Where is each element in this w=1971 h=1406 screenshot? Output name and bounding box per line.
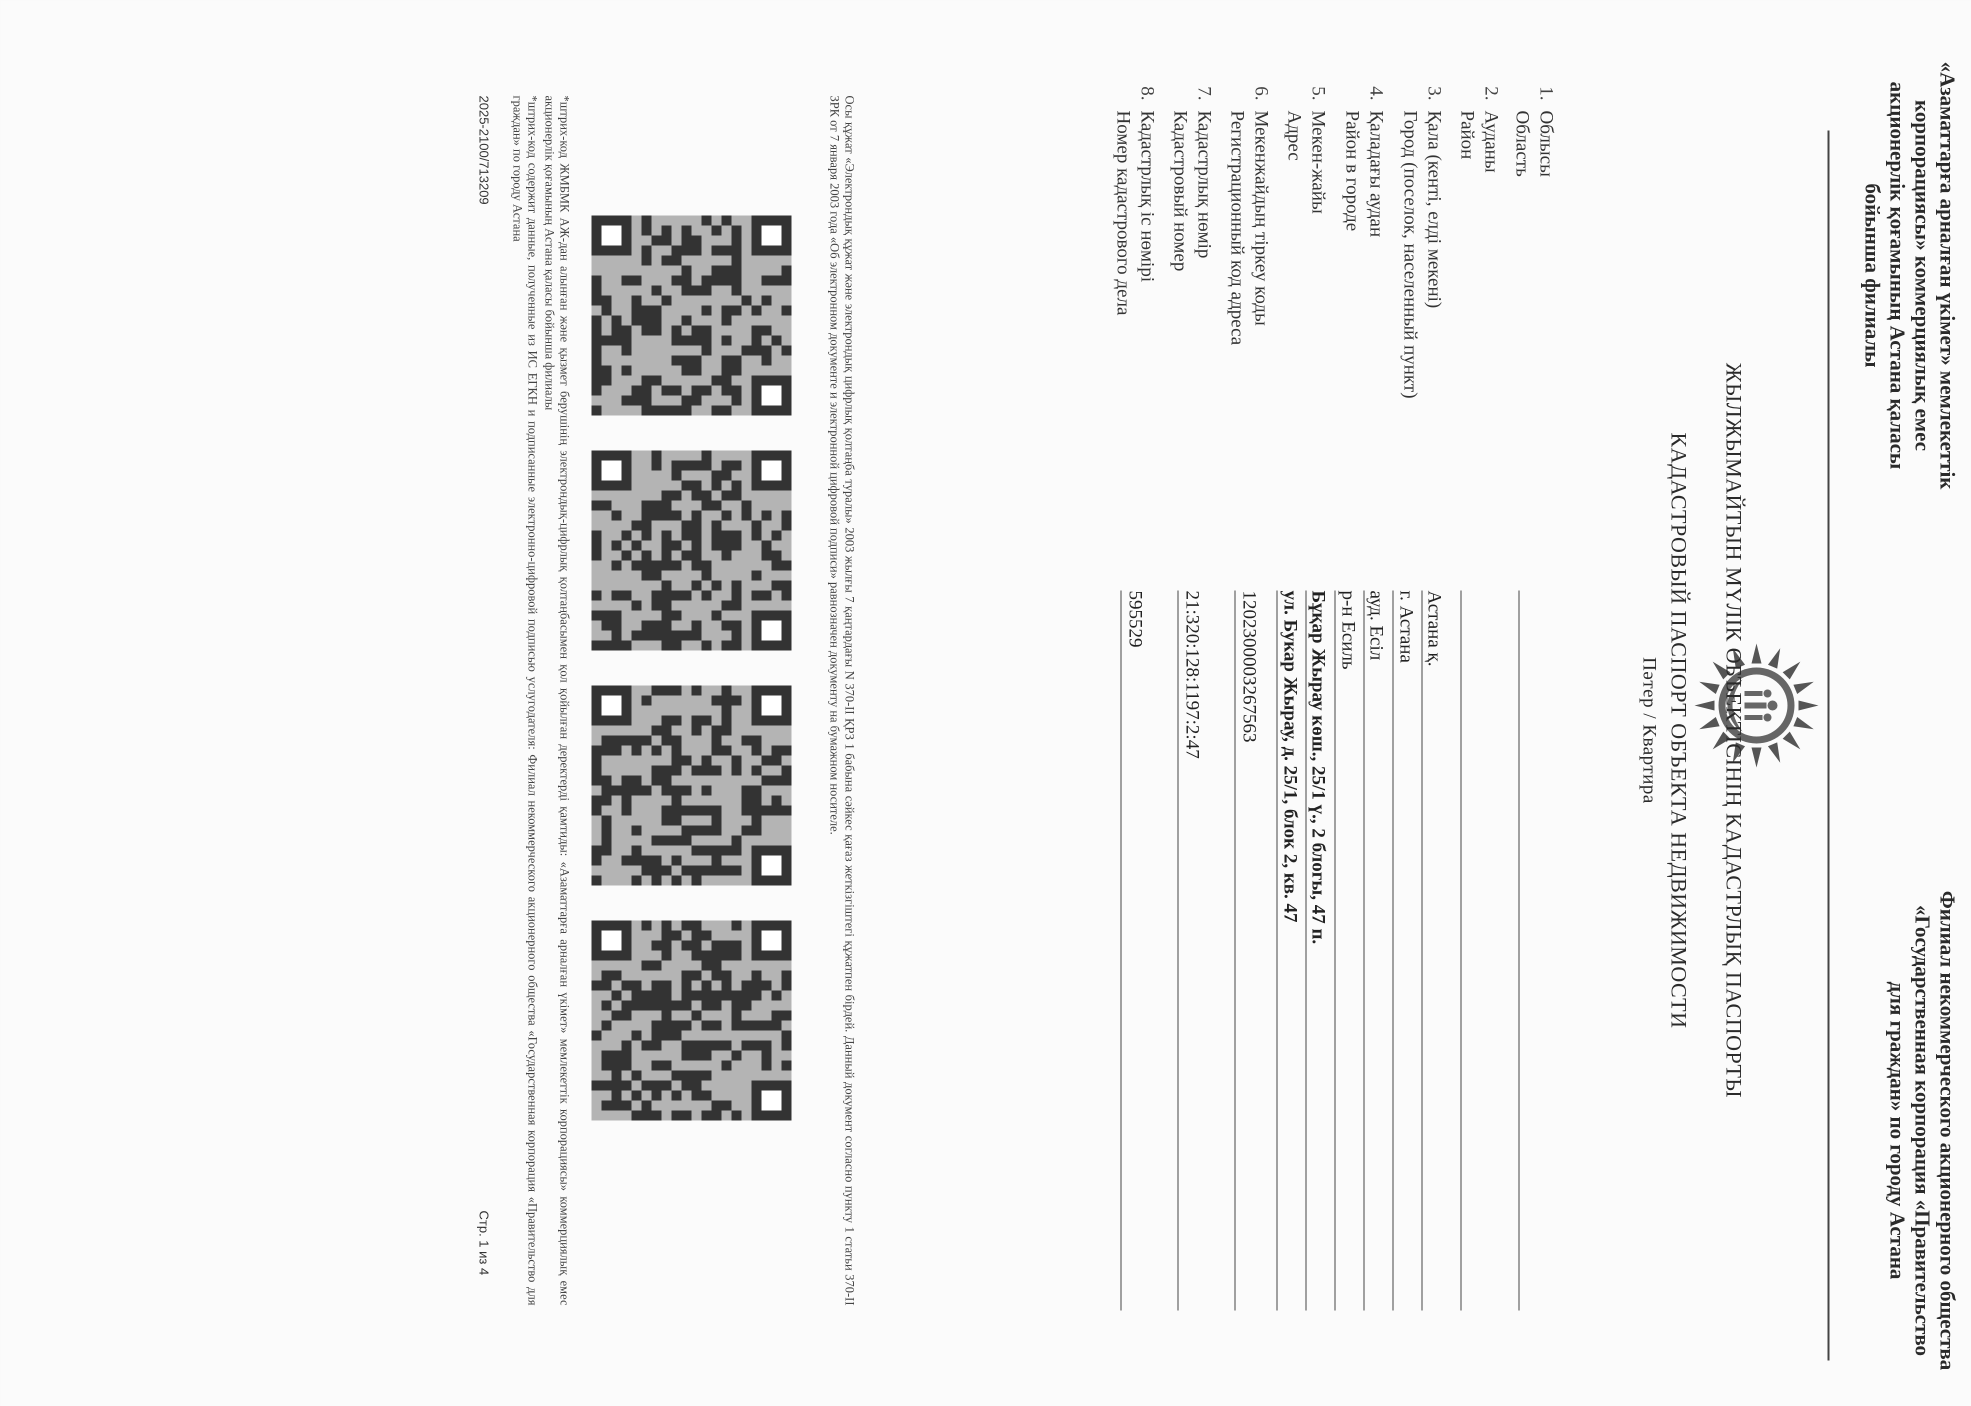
field-value-kz: Бұқар Жырау көш., 25/1 ү., 2 блогы, 47 п. [1307,590,1328,944]
field-label-kz: Облысы [1535,110,1556,177]
qr-code-icon [591,215,791,415]
field-value-line [1234,590,1235,1310]
field-label-ru: Регистрационный код адреса [1226,110,1247,345]
qr-code-icon [591,685,791,885]
field-value-line [1120,590,1121,1310]
object-type-subtitle: Пәтер / Квартира [1638,656,1659,804]
row-number: 3. [1423,85,1444,100]
field-value-ru: р-н Есиль [1337,590,1358,670]
field-value-line [1334,590,1335,1310]
row-number: 7. [1193,85,1214,100]
field-label-ru: Кадастровый номер [1169,110,1190,271]
field-label-kz: Кадастрлық нөмір [1193,110,1214,258]
row-number: 8. [1136,85,1157,100]
legal-notice: Осы құжат «Электрондық құжат және электрондық цифрлық қолтаңба туралы» 2003 жылғы 7 қаңтардағы N 370-II ҚРЗ 1 бабына сәйкес қағаз жеткізгіштегі құжатпен бірдей. Данный документ согласно пункту 1 статьи 370-II ЗРК от 7 января 2003 года «Об электронном документе и электронной цифровой подписи» равнозначен документу на бумажном носителе. [827,95,856,1305]
field-value: 21:320:128:1197:2:47 [1181,590,1202,759]
field-value: 120230000З267563 [1238,590,1259,743]
page-counter: Стр. 1 из 4 [476,1210,491,1275]
field-label-ru: Район [1456,110,1477,159]
field-label-ru: Район в городе [1341,110,1362,231]
document-title-ru: КАДАСТРОВЫЙ ПАСПОРТ ОБЪЕКТА НЕДВИЖИМОСТИ [1666,432,1691,1028]
field-label-ru: Адрес [1283,110,1304,161]
row-number: 2. [1480,85,1501,100]
qr-code-icon [591,920,791,1120]
header-divider [1827,130,1829,1360]
field-label-kz: Ауданы [1480,110,1501,173]
field-label-kz: Мекен-жайы [1307,110,1328,214]
field-label-kz: Кадастрлық іс нөмірі [1136,110,1157,282]
field-value-line [1518,590,1519,1310]
sun-shanyrak-emblem-icon [1691,640,1821,770]
org-name-kz: «Азаматтарға арналған үкімет» мемлекеттік корпорациясы» коммерциялық емес акционерлік қоғамының Астана қаласы бойынша филиалы [1860,61,1959,489]
field-value-line [1276,590,1277,1310]
org-name-ru: Филиал некоммерческого акционерного общества «Государственная корпорация «Правительство для граждан» по городу Астана [1885,890,1959,1370]
row-number: 6. [1250,85,1271,100]
field-value-line [1305,590,1306,1310]
field-label-ru: Город (поселок, населенный пункт) [1399,110,1420,399]
field-value-ru: г. Астана [1395,590,1416,663]
field-value-line [1460,590,1461,1310]
row-number: 5. [1307,85,1328,100]
field-value-line [1363,590,1364,1310]
field-value: 595529 [1124,590,1145,647]
row-number: 1. [1535,85,1556,100]
barcode-note-kz: *штрих-код ЖМБМК АЖ-дан алынған және қызмет берушінің электрондық-цифрлық қолтаңбасымен қол қойылған деректерді қамтиды: «Азаматтарға арналған үкімет» мемлекеттік корпорациясы» коммерциялық емес акционерлік қоғамының Астана қаласы бойынша филиалы [542,95,571,1305]
qr-code-icon [591,450,791,650]
field-value-ru: ул. Букар Жырау, д. 25/1, блок 2, кв. 47 [1279,590,1300,923]
barcode-note-ru: *штрих-код содержит данные, полученные из ИС ЕГКН и подписанные электронно-цифровой подписью услугодателя: Филиал некоммерческого акционерного общества «Государственная корпорация «Правительство для граждан» по городу Астана [510,95,539,1305]
field-value-kz: Астана қ. [1423,590,1444,666]
document-number: 2025-2100/713209 [476,95,491,205]
field-label-ru: Номер кадастрового дела [1112,110,1133,315]
field-label-kz: Қала (кенті, елді мекені) [1423,110,1444,308]
field-value-line [1177,590,1178,1310]
field-label-kz: Қаладағы аудан [1365,110,1386,237]
field-label-kz: Мекенжайдың тіркеу коды [1250,110,1271,326]
row-number: 4. [1365,85,1386,100]
field-value-line [1421,590,1422,1310]
document-title-kz: ЖЫЛЖЫМАЙТЫН МҮЛІК ОБЪЕКТІСІНІҢ КАДАСТРЛЫҚ ПАСПОРТЫ [1721,362,1746,1098]
field-value-kz: ауд. Есіл [1365,590,1386,660]
field-label-ru: Область [1511,110,1532,177]
field-value-line [1392,590,1393,1310]
